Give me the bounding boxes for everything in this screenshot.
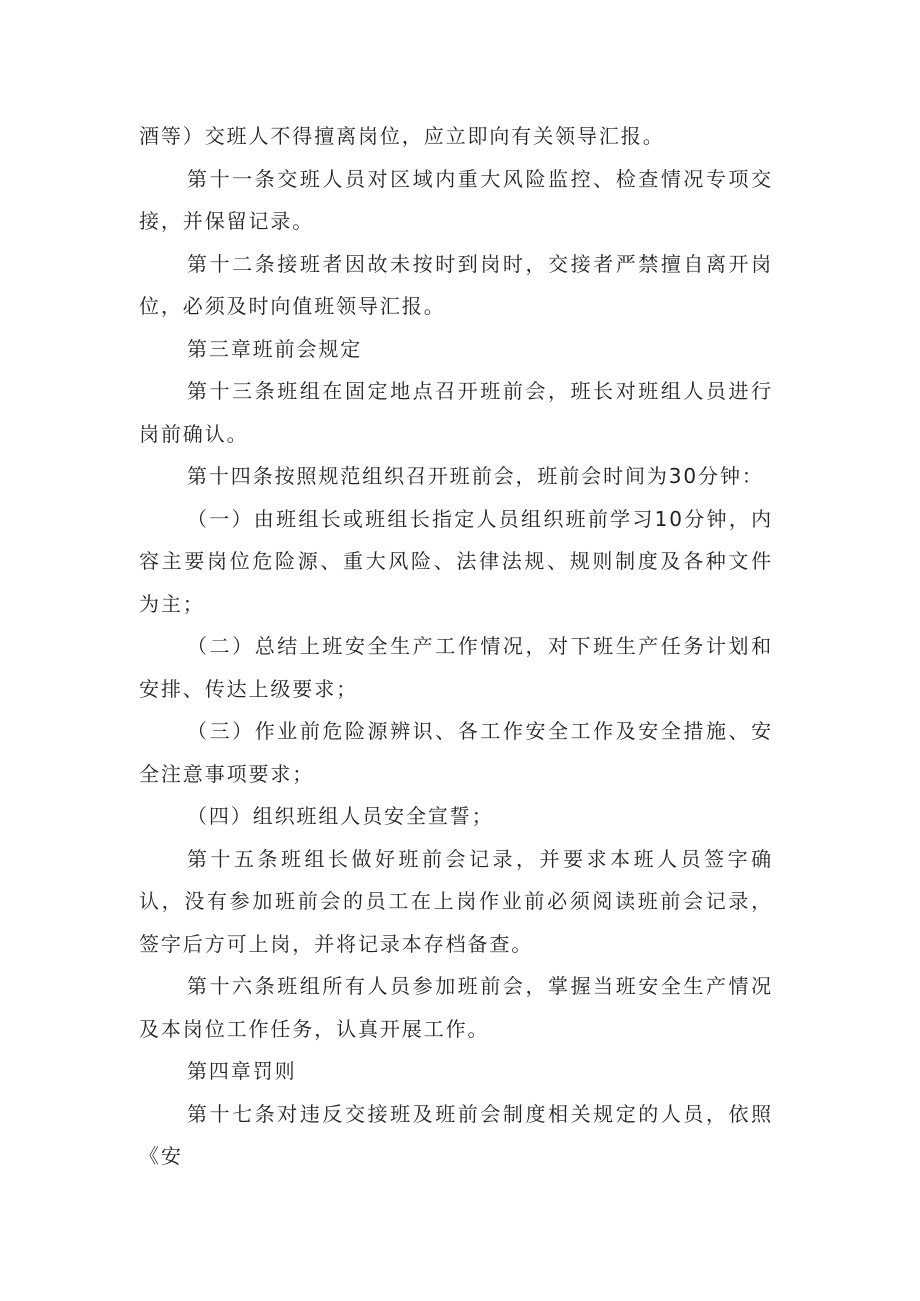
article-14: 第十四条按照规范组织召开班前会，班前会时间为30分钟： — [187, 464, 764, 488]
document-body — [139, 115, 773, 1178]
article-14-item-4: （四）组织班组人员安全宣誓； — [187, 804, 494, 828]
article-13: 第十三条班组在固定地点召开班前会，班长对班组人员进行岗前确认。 — [139, 379, 773, 446]
article-11: 第十一条交班人员对区域内重大风险监控、检查情况专项交接，并保留记录。 — [139, 166, 773, 233]
article-17: 第十七条对违反交接班及班前会制度相关规定的人员，依照《安 — [139, 1101, 773, 1168]
article-14-item-3: （三）作业前危险源辨识、各工作安全工作及安全措施、安全注意事项要求； — [139, 719, 773, 786]
paragraph-continuation: 酒等）交班人不得擅离岗位，应立即向有关领导汇报。 — [139, 124, 665, 148]
chapter-4-heading: 第四章罚则 — [187, 1059, 297, 1083]
article-12: 第十二条接班者因故未按时到岗时，交接者严禁擅自离开岗位，必须及时向值班领导汇报。 — [139, 251, 773, 318]
article-15: 第十五条班组长做好班前会记录，并要求本班人员签字确认，没有参加班前会的员工在上岗作业前必须阅读班前会记录，签字后方可上岗，并将记录本存档备查。 — [139, 846, 773, 956]
article-16: 第十六条班组所有人员参加班前会，掌握当班安全生产情况及本岗位工作任务，认真开展工作。 — [139, 974, 773, 1041]
chapter-3-heading: 第三章班前会规定 — [187, 336, 363, 361]
article-14-item-2: （二）总结上班安全生产工作情况，对下班生产任务计划和安排、传达上级要求； — [139, 634, 773, 701]
article-14-item-1: （一）由班组长或班组长指定人员组织班前学习10分钟，内容主要岗位危险源、重大风险、法律法规、规则制度及各种文件为主； — [139, 506, 773, 616]
